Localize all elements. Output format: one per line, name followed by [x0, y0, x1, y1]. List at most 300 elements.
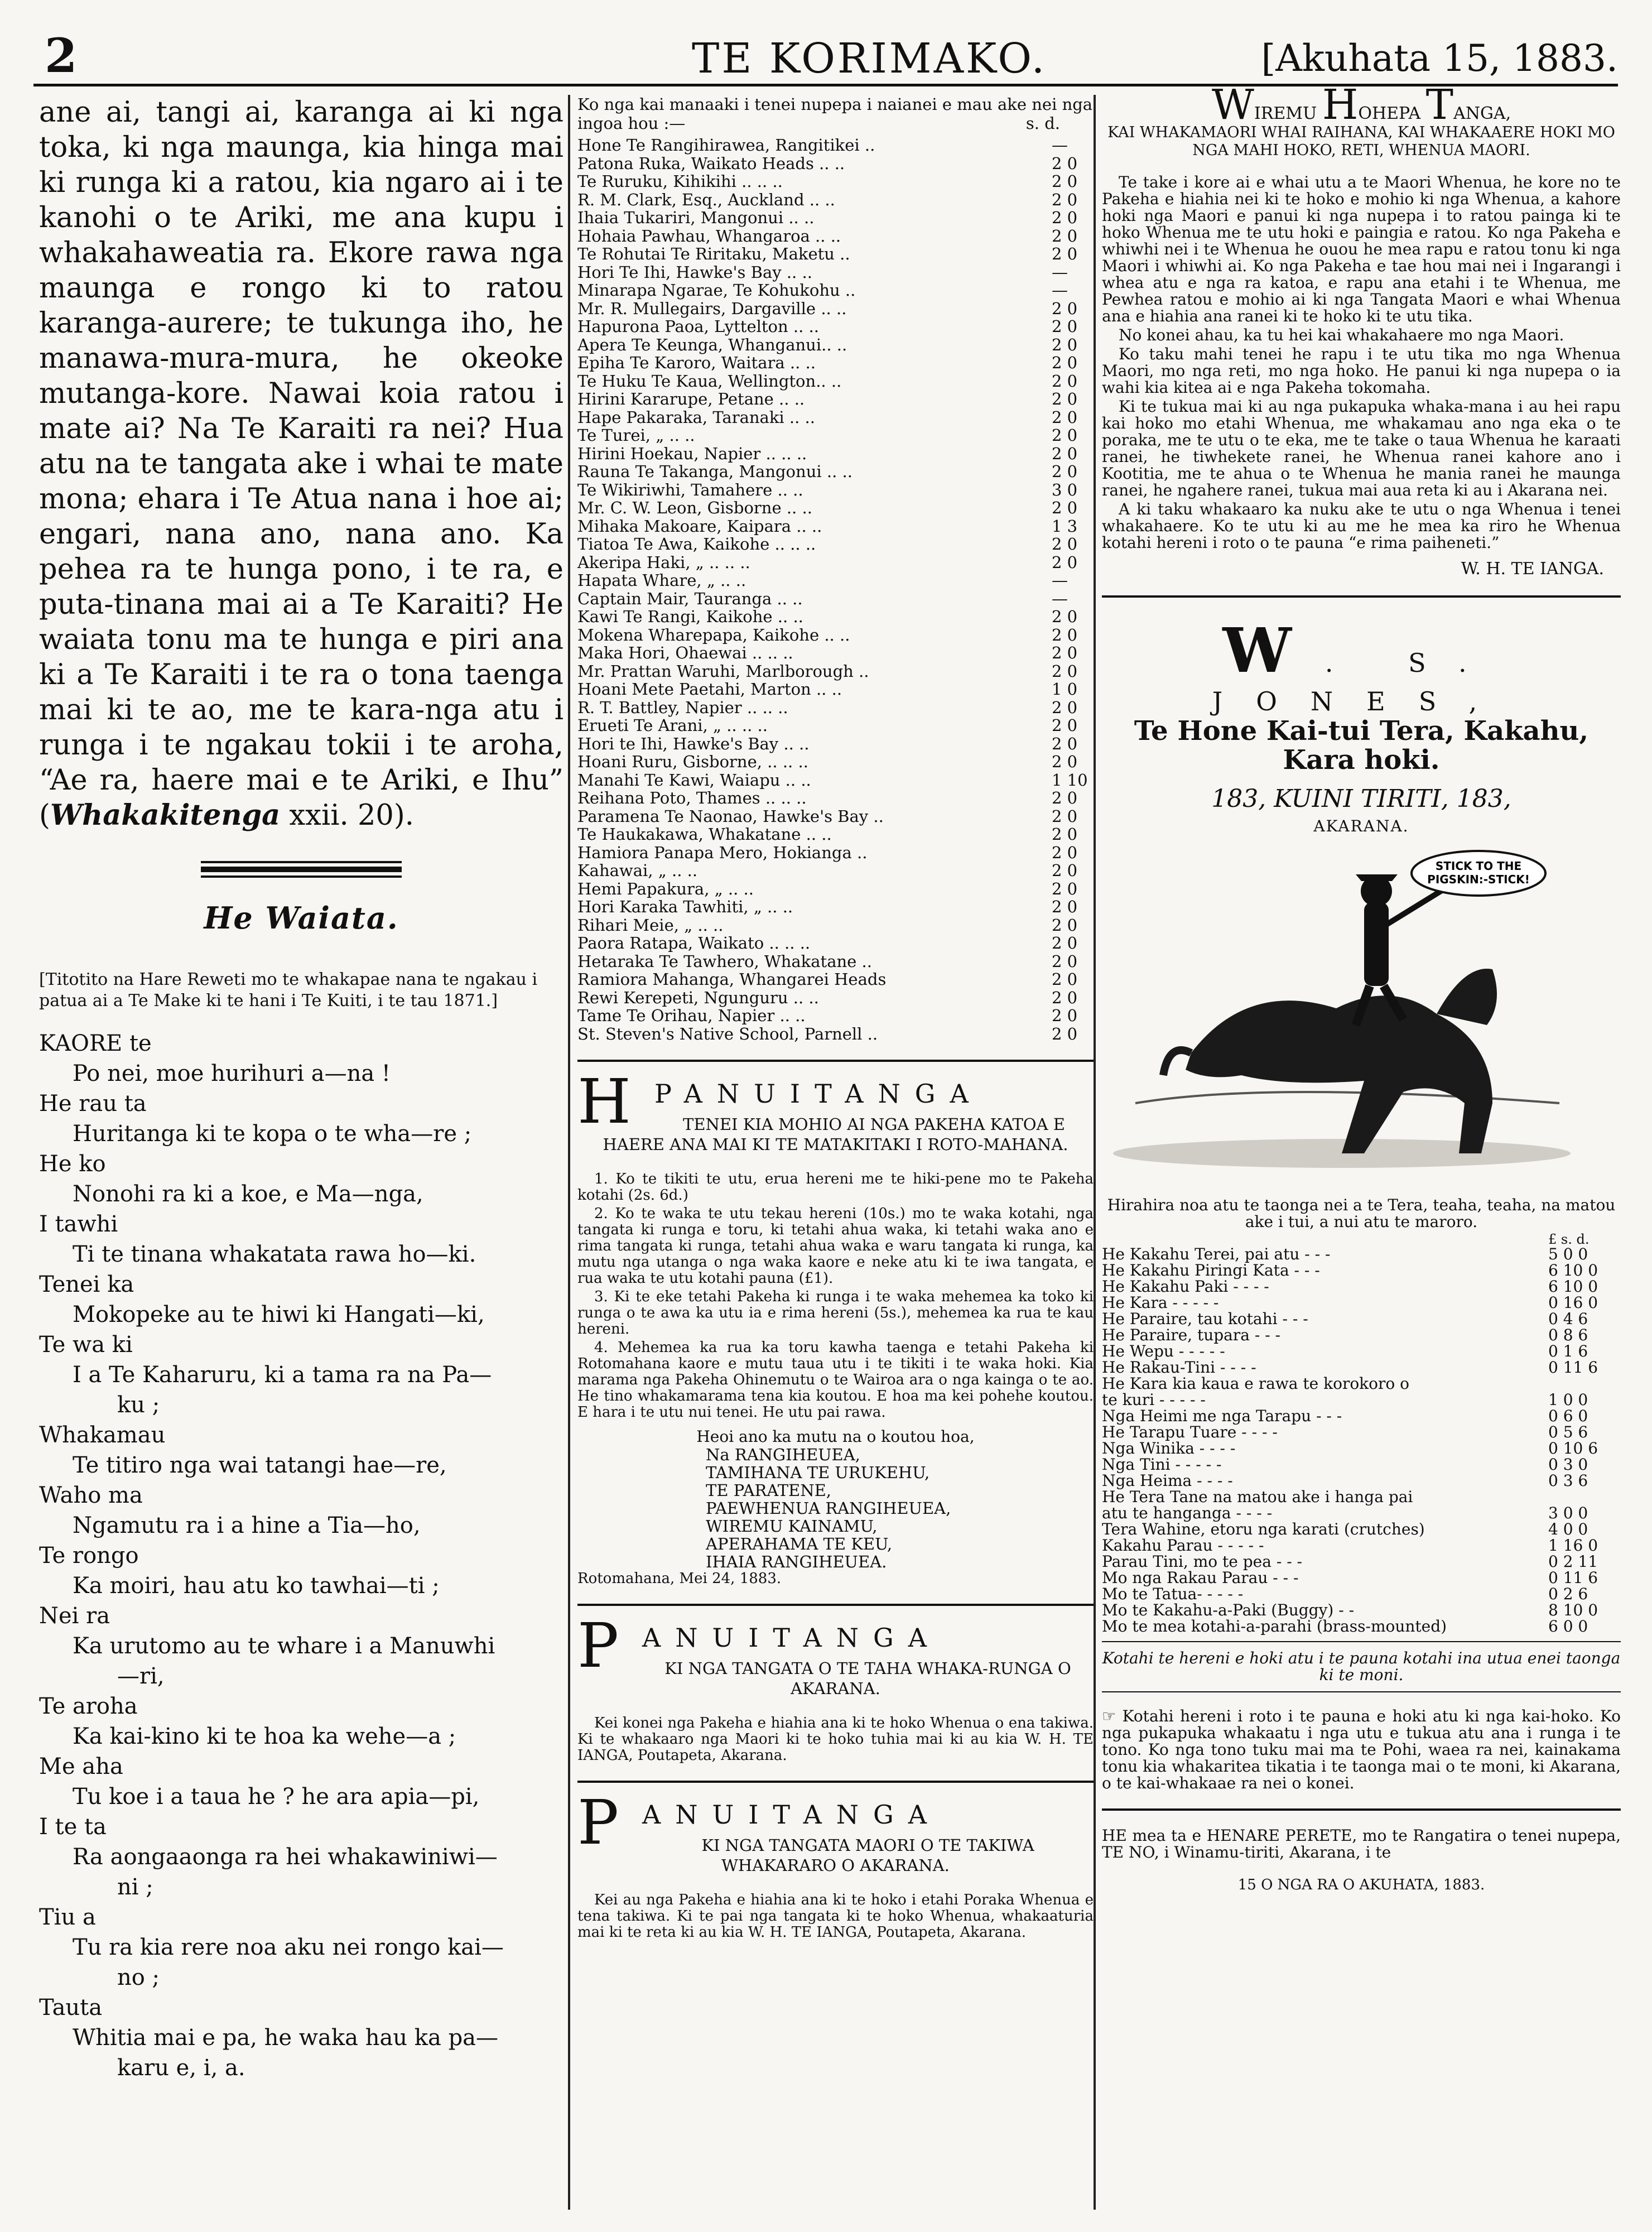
poem-line: ni ;: [117, 1874, 153, 1900]
subscriber-amount: 2 0: [1052, 934, 1078, 953]
price-row: [1102, 1602, 1621, 1618]
subscriber-name: Epiha Te Karoro, Waitara .. ..: [577, 353, 816, 372]
subscriber-name: Akeripa Haki, „ .. .. ..: [577, 552, 750, 572]
subscriber-amount: 2 0: [1052, 643, 1078, 662]
subscriber-name: Hemi Papakura, „ .. ..: [577, 879, 754, 898]
subscriber-row: [577, 172, 1094, 191]
subscriber-amount: —: [1052, 262, 1068, 282]
poem-line: Nei ra: [39, 1603, 110, 1629]
poem-title: He Waiata.: [204, 900, 399, 936]
poem-line: Ka kai-kino ki te hoa ka wehe—a ;: [73, 1724, 456, 1749]
poem-body: [39, 1028, 563, 2083]
drop-cap: H: [577, 1066, 646, 1137]
subscriber-row: [577, 227, 1094, 246]
poem-line: He rau ta: [39, 1091, 147, 1117]
price-value: 0 2 6: [1548, 1585, 1588, 1603]
notice-akarana-south: [577, 1787, 1094, 1941]
subscriber-name: Minarapa Ngarae, Te Kohukohu ..: [577, 281, 856, 300]
subscriber-amount: 2 0: [1052, 970, 1078, 989]
scripture-reference: Whakakitenga: [50, 798, 281, 832]
subscriber-amount: 2 0: [1052, 915, 1078, 935]
bucking-horse-illustration: [1102, 841, 1582, 1187]
subscriber-row: [577, 898, 1094, 916]
price-row: [1102, 1262, 1621, 1278]
subscriber-name: Ihaia Tukariri, Mangonui .. ..: [577, 208, 815, 227]
price-item: Parau Tini, mo te pea - - -: [1102, 1552, 1303, 1571]
price-row: [1102, 1537, 1621, 1553]
divider: [1102, 1808, 1621, 1811]
subscriber-name: Rewi Kerepeti, Ngunguru .. ..: [577, 988, 819, 1007]
subscriber-row: [577, 862, 1094, 880]
subscriber-amount: 2 0: [1052, 661, 1078, 681]
subscriber-name: Paora Ratapa, Waikato .. .. ..: [577, 934, 811, 953]
subscriber-row: [577, 426, 1094, 445]
signatory: IHAIA RANGIHEUEA.: [706, 1552, 887, 1571]
price-row: [1102, 1295, 1621, 1311]
poem-line: I te ta: [39, 1814, 107, 1840]
poem-line: Tauta: [39, 1995, 103, 2021]
poem-line: Po nei, moe hurihuri a—na !: [73, 1061, 391, 1086]
poem-line: Te rongo: [39, 1543, 139, 1569]
subscriber-name: Hoani Ruru, Gisborne, .. .. ..: [577, 752, 808, 771]
drop-cap: P: [577, 1787, 634, 1858]
column-divider: [1094, 95, 1096, 2210]
price-row: [1102, 1456, 1621, 1473]
poem-line: Ka moiri, hau atu ko tawhai—ti ;: [73, 1573, 440, 1599]
notice-paragraph: 4. Mehemea ka rua ka toru kawha taenga e tetahi Pakeha ki Rotomahana kaore e mutu taua utu i te tikiti i te waka hoki. Kia marama nga Pakeha Ohinemutu o te Wairoa ara o nga kainga o te ao. He tino whakamarama tena kia koutou. E hoa ma kei pohehe koutou. E hara i te utu nui tenei. He utu pai rawa.: [577, 1339, 1094, 1421]
subscriber-name: Te Haukakawa, Whakatane .. ..: [577, 825, 832, 844]
subscriber-name: Patona Ruka, Waikato Heads .. ..: [577, 153, 845, 173]
poem-line: Te titiro nga wai tatangi hae—re,: [73, 1452, 447, 1478]
subscriber-row: [577, 880, 1094, 898]
price-row: [1102, 1440, 1621, 1456]
notice-akarana-north: [577, 1610, 1094, 1764]
subscriber-row: [577, 300, 1094, 318]
price-item: He Kara kia kaua e rawa te korokoro o: [1102, 1374, 1410, 1393]
subscriber-amount: 2 0: [1052, 988, 1078, 1007]
poem-line: Nonohi ra ki a koe, e Ma—nga,: [73, 1181, 423, 1207]
price-row: [1102, 1586, 1621, 1602]
subscriber-amount: 2 0: [1052, 535, 1078, 554]
poem-line: Whakamau: [39, 1422, 166, 1448]
poem-line: ku ;: [117, 1392, 160, 1418]
subscriber-amount: 2 0: [1052, 698, 1078, 717]
subscriber-amount: 2 0: [1052, 788, 1078, 807]
agent-ad-paragraph: Te take i kore ai e whai utu a te Maori Whenua, he kore no te Pakeha e hiahia nei ki te hoko e mohio ki nga Whenua, a kahore hoki nga Maori e panui ki nga nupepa i to ratou painga ki te hoko Whenua me te utu hoki e paingia e ratou. Ko nga Pakeha e whiwhi nei i te Whenua he ouou he mea rapu e ratou tonu ki nga Maori i whiwhi ai. Ko nga Pakeha e tae hou mai nei i Ingarangi i whea atu e nga ra katoa, e rapu ana etahi i te Whenua, me Pewhea ratou e mohio ai ki nga Tangata Maori e whai Whenua ana e hiahia ana ranei ki te hoko ki te utu tika.: [1102, 173, 1621, 325]
subscriber-amount: —: [1052, 589, 1068, 608]
drop-cap: P: [577, 1610, 634, 1681]
price-row: [1102, 1408, 1621, 1424]
price-value: 0 10 6: [1548, 1439, 1598, 1457]
poem-line: karu e, i, a.: [117, 2055, 245, 2081]
subscriber-name: Rihari Meie, „ .. ..: [577, 915, 724, 935]
subscriber-row: [577, 499, 1094, 517]
price-item: He Paraire, tau kotahi - - -: [1102, 1310, 1308, 1328]
subscriber-name: Apera Te Keunga, Whanganui.. ..: [577, 335, 847, 354]
page-number: 2: [45, 28, 78, 83]
divider: [577, 1604, 1094, 1606]
divider: [1102, 595, 1621, 598]
subscriber-amount: 2 0: [1052, 190, 1078, 209]
subscriber-name: Hape Pakaraka, Taranaki .. ..: [577, 407, 815, 427]
subscriber-name: Captain Mair, Tauranga .. ..: [577, 589, 803, 608]
subscriber-amount: 2 0: [1052, 444, 1078, 463]
subscriber-amount: 2 0: [1052, 498, 1078, 517]
divider: [577, 1781, 1094, 1783]
column-divider: [568, 95, 570, 2210]
agent-ad-paragraph: Ki te tukua mai ki au nga pukapuka whaka-mana i au hei rapu kai hoko mo etahi Whenua, me whakamau ano nga eka o te poraka, me te utu o te eka, me te take o taua Whenua he karaati ranei, he tiwhekete ranei, he Whenua ranei kahore ano i Kootitia, me te ahua o te Whenua he mania ranei he maunga ranei, he ngahere ranei, tukua mai aua reta ki au i Akarana nei.: [1102, 397, 1621, 499]
saddler-ad-heading: W. S. JONES, Te Hone Kai-tui Tera, Kakahu, Kara hoki. 183, KUINI TIRITI, 183, AKARANA.: [1134, 614, 1589, 835]
subscriber-name: Manahi Te Kawi, Waiapu .. ..: [577, 770, 811, 790]
subscriber-name: St. Steven's Native School, Parnell ..: [577, 1024, 878, 1043]
notice-subheading: KI NGA TANGATA MAORI O TE TAKIWA WHAKARARO O AKARANA.: [701, 1836, 1034, 1875]
signatory: Na RANGIHEUEA,: [706, 1445, 860, 1464]
subscriber-row: [577, 136, 1094, 155]
price-row: [1102, 1246, 1621, 1262]
notice-paragraph: 2. Ko te waka te utu tekau hereni (10s.) mo te waka kotahi, nga tangata ki runga e toru, ki tetahi ahua waka, ki tetahi waka ano e rima tangata ki runga, tetahi ahua waka e waru tangata ki runga, ka mutu nga utanga o nga waka kaore e neke atu ki te iwa tangata, e rua waka te utu kotahi pauna (£1).: [577, 1205, 1094, 1287]
poem-line: Mokopeke au te hiwi ki Hangati—ki,: [73, 1302, 485, 1327]
divider: [577, 1060, 1094, 1062]
subscriber-name: Hone Te Rangihirawea, Rangitikei ..: [577, 136, 875, 155]
subscriber-name: Mihaka Makoare, Kaipara .. ..: [577, 516, 822, 536]
article-text: ane ai, tangi ai, karanga ai ki nga toka, ki nga maunga, kia hinga mai ki runga ki a ratou, kia ngaro ai i te kanohi o te Ariki, me ana kupu i whakahaweatia ra. Ekore rawa nga maunga e rongo ki to ratou karanga-aurere; te tukunga iho, he manawa-mura-mura, he okeoke mutanga-kore. Nawai koia ratou i mate ai? Na Te Karaiti ra nei? Hua atu na te tangata ake i whai te mate mona; ehara i Te Atua nana i hoe ai; engari, nana ano, nana ano. Ka pehea ra te hunga pono, i te ra, e puta-tinana mai ai a Te Karaiti? He waiata tonu ma te hunga e piri ana ki a Te Karaiti i te ra o tona taenga mai ki te ao, me te kara-nga atu i runga i te ngakau tokii i te aroha, “Ae ra, haere mai e te Ariki, e Ihu” (: [39, 96, 563, 832]
price-value: 6 10 0: [1548, 1277, 1598, 1296]
newspaper-title: TE KORIMAKO.: [692, 35, 1047, 83]
divider: [1102, 1691, 1621, 1692]
subscriber-amount: 2 0: [1052, 317, 1078, 336]
subscriber-row: [577, 209, 1094, 227]
subscriber-name: Kahawai, „ .. ..: [577, 861, 698, 880]
divider: [1102, 1641, 1621, 1642]
poem-line: Ra aongaaonga ra hei whakawiniwi—: [73, 1844, 498, 1870]
subscriber-name: Hapata Whare, „ .. ..: [577, 571, 746, 590]
subscriber-row: [577, 336, 1094, 354]
subscriber-name: Hori Te Ihi, Hawke's Bay .. ..: [577, 262, 812, 282]
subscriber-amount: 1 0: [1052, 680, 1078, 699]
poem-line: Tu koe i a taua he ? he ara apia—pi,: [73, 1784, 480, 1810]
price-item: He Rakau-Tini - - - -: [1102, 1358, 1256, 1377]
price-value: 0 4 6: [1548, 1310, 1588, 1328]
subscriber-name: Te Turei, „ .. ..: [577, 426, 695, 445]
subscriber-row: [577, 281, 1094, 300]
subscriber-amount: 3 0: [1052, 480, 1078, 499]
poem-line: He ko: [39, 1151, 106, 1177]
price-item: Mo te mea kotahi-a-parahi (brass-mounted): [1102, 1617, 1447, 1635]
price-value: 1 16 0: [1548, 1536, 1598, 1555]
subscriber-name: Hamiora Panapa Mero, Hokianga ..: [577, 843, 868, 862]
price-value: 3 0 0: [1548, 1504, 1588, 1522]
signatory: TE PARATENE,: [706, 1481, 831, 1500]
subscriber-amount: 1 3: [1052, 516, 1078, 536]
subscriber-name: Mokena Wharepapa, Kaikohe .. ..: [577, 625, 850, 644]
subscriber-amount: 2 0: [1052, 335, 1078, 354]
notice-date: Rotomahana, Mei 24, 1883.: [577, 1570, 782, 1587]
subscriber-amount: 2 0: [1052, 1006, 1078, 1025]
price-item: Nga Heimi me nga Tarapu - - -: [1102, 1407, 1342, 1425]
subscriber-row: [577, 970, 1094, 989]
subscriber-amount: 2 0: [1052, 1024, 1078, 1043]
subscriber-row: [577, 245, 1094, 263]
subscriber-amount: 2 0: [1052, 353, 1078, 372]
price-row: [1102, 1424, 1621, 1440]
price-list: [1102, 1246, 1621, 1634]
discount-note: Kotahi te hereni e hoki atu i te pauna kotahi ina utua enei taonga ki te moni.: [1102, 1649, 1621, 1684]
subscriber-name: Hetaraka Te Tawhero, Whakatane ..: [577, 951, 872, 971]
subscriber-name: Reihana Poto, Thames .. .. ..: [577, 788, 807, 807]
subscriber-row: [577, 590, 1094, 608]
subscriber-row: [577, 608, 1094, 626]
price-item: Kakahu Parau - - - - -: [1102, 1536, 1264, 1555]
price-value: 0 2 11: [1548, 1552, 1598, 1571]
subscriber-name: Mr. R. Mullegairs, Dargaville .. ..: [577, 299, 847, 318]
notice-text: Kei konei nga Pakeha e hiahia ana ki te hoko Whenua o ena takiwa. Ki te whakaaro nga Maori ki te hoko tuhia mai ki au kia W. H. TE IANGA, Poutapeta, Akarana.: [577, 1715, 1094, 1764]
price-item: Nga Heima - - - -: [1102, 1471, 1233, 1490]
subscriber-name: Kawi Te Rangi, Kaikohe .. ..: [577, 607, 803, 626]
poem-line: Tu ra kia rere noa aku nei rongo kai—: [73, 1935, 504, 1960]
subscriber-row: [577, 263, 1094, 282]
price-row: [1102, 1311, 1621, 1327]
poem-line: Ngamutu ra i a hine a Tia—ho,: [73, 1513, 421, 1538]
subscriber-amount: 1 10: [1052, 770, 1088, 790]
poem-line: I tawhi: [39, 1211, 118, 1237]
subscriber-row: [577, 716, 1094, 735]
subscriber-row: [577, 626, 1094, 644]
price-row: [1102, 1392, 1621, 1408]
subscriber-row: [577, 916, 1094, 935]
price-row: [1102, 1618, 1621, 1634]
agent-ad-paragraph: A ki taku whakaaro ka nuku ake te utu o nga Whenua i tenei whakahaere. Ko te utu ki au me he mea ka riro he Whenua kotahi hereni i roto o te pauna “e rima paiheneti.”: [1102, 500, 1621, 552]
subscriber-amount: 2 0: [1052, 552, 1078, 572]
subscriber-name: Hapurona Paoa, Lyttelton .. ..: [577, 317, 819, 336]
price-value: 0 11 6: [1548, 1358, 1598, 1377]
section-ornament: [201, 861, 402, 878]
subscribers-heading: [577, 95, 1094, 133]
subscriber-row: [577, 554, 1094, 572]
price-value: 0 16 0: [1548, 1293, 1598, 1312]
price-value: 0 8 6: [1548, 1326, 1588, 1344]
price-row: [1102, 1359, 1621, 1375]
price-row: [1102, 1375, 1621, 1392]
subscriber-name: Tiatoa Te Awa, Kaikohe .. .. ..: [577, 535, 816, 554]
sign-text: PIGSKIN:-STICK!: [1427, 873, 1530, 886]
price-row: [1102, 1343, 1621, 1359]
subscriber-row: [577, 354, 1094, 372]
subscriber-row: [577, 644, 1094, 662]
price-item: te kuri - - - - -: [1102, 1391, 1206, 1409]
subscriber-amount: 2 0: [1052, 389, 1078, 408]
subscriber-name: Ramiora Mahanga, Whangarei Heads: [577, 970, 887, 989]
poem-line: Ti te tinana whakatata rawa ho—ki.: [73, 1242, 476, 1267]
subscriber-row: [577, 989, 1094, 1007]
subscriber-row: [577, 463, 1094, 481]
subscriber-name: Paramena Te Naonao, Hawke's Bay ..: [577, 806, 884, 826]
subscriber-amount: 2 0: [1052, 172, 1078, 191]
price-value: 0 1 6: [1548, 1342, 1588, 1360]
poem-line: Waho ma: [39, 1483, 143, 1508]
price-value: 0 11 6: [1548, 1569, 1598, 1587]
subscriber-name: R. M. Clark, Esq., Auckland .. ..: [577, 190, 835, 209]
subscriber-row: [577, 680, 1094, 699]
price-item: Nga Tini - - - - -: [1102, 1455, 1222, 1474]
agent-ad-paragraph: No konei ahau, ka tu hei kai whakahaere mo nga Maori.: [1119, 326, 1564, 344]
poem-line: Huritanga ki te kopa o te wha—re ;: [73, 1121, 472, 1147]
column-3: [1102, 81, 1621, 1893]
subscriber-amount: 2 0: [1052, 825, 1078, 844]
subscriber-row: [577, 699, 1094, 717]
price-item: He Wepu - - - - -: [1102, 1342, 1225, 1360]
subscriber-row: [577, 1007, 1094, 1025]
price-item: He Paraire, tupara - - -: [1102, 1326, 1281, 1344]
subscriber-name: Erueti Te Arani, „ .. .. ..: [577, 716, 768, 735]
subscriber-amount: 2 0: [1052, 752, 1078, 771]
signatory: PAEWHENUA RANGIHEUEA,: [706, 1499, 951, 1518]
price-value: 4 0 0: [1548, 1520, 1588, 1538]
notice-subheading-initial: T: [683, 1115, 694, 1134]
subscriber-amount: 2 0: [1052, 299, 1078, 318]
subscriber-row: [577, 735, 1094, 753]
notice-paragraph: 1. Ko te tikiti te utu, erua hereni me te hiki-pene mo te Pakeha kotahi (2s. 6d.): [577, 1171, 1094, 1204]
subscriber-row: [577, 191, 1094, 209]
subscriber-amount: 2 0: [1052, 879, 1078, 898]
subscriber-amount: 2 0: [1052, 153, 1078, 173]
subscriber-amount: 2 0: [1052, 607, 1078, 626]
price-item: Mo te Tatua- - - - -: [1102, 1585, 1244, 1603]
subscriber-name: Hirini Kararupe, Petane .. ..: [577, 389, 805, 408]
notice-subheading: KI NGA TANGATA O TE TAHA WHAKA-RUNGA O AKARANA.: [664, 1659, 1071, 1698]
notice-heading: ANUITANGA: [642, 1623, 942, 1653]
price-value: 0 6 0: [1548, 1407, 1588, 1425]
column-1: [39, 95, 563, 2083]
price-value: 0 3 0: [1548, 1455, 1588, 1474]
subscriber-name: Hori te Ihi, Hawke's Bay .. ..: [577, 734, 810, 753]
subscriber-amount: 2 0: [1052, 244, 1078, 263]
subscriber-row: [577, 517, 1094, 536]
agent-signature: W. H. TE IANGA.: [1461, 559, 1604, 579]
subscriber-row: [577, 953, 1094, 971]
price-column-header: £ s. d.: [1548, 1232, 1590, 1247]
price-row: [1102, 1521, 1621, 1537]
price-item: Mo te Kakahu-a-Paki (Buggy) - -: [1102, 1601, 1355, 1619]
price-row: [1102, 1278, 1621, 1295]
poem-line: —ri,: [117, 1663, 165, 1689]
subscriber-amount: 2 0: [1052, 716, 1078, 735]
subscriber-row: [577, 662, 1094, 681]
agent-ad-body: [1102, 174, 1621, 551]
notice-rotomahana: [577, 1066, 1094, 1587]
poem-line: Ka urutomo au te whare i a Manuwhi: [73, 1633, 495, 1659]
price-item: Nga Winika - - - -: [1102, 1439, 1236, 1457]
subscribers-heading-text: Ko nga kai manaaki i tenei nupepa i naianei e mau ake nei nga ingoa hou :—: [577, 95, 1093, 133]
ordering-note: ☞ Kotahi hereni i roto i te pauna e hoki atu ki nga kai-hoko. Ko nga pukapuka whakaatu i nga utu e tukua atu ana i runga i te tono. Ko nga tono tuku mai ma te Pohi, waea ra nei, kainakama tonu kia whakaritea tikatia i te taonga mai o te moni, ki Akarana, o te kai-whakaae ra nei o konei.: [1102, 1707, 1621, 1792]
subscriber-amount: 2 0: [1052, 843, 1078, 862]
notice-text: Kei au nga Pakeha e hiahia ana ki te hoko i etahi Poraka Whenua e tena takiwa. Ki te pai nga tangata ki te hoko Whenua, whakaaturia mai ki te reta ki au kia W. H. TE IANGA, Poutapeta, Akarana.: [577, 1892, 1094, 1941]
printer-imprint: HE mea ta e HENARE PERETE, mo te Rangatira o tenei nupepa, TE NO, i Winamu-tiriti, Akarana, i te: [1102, 1826, 1621, 1861]
price-value: 8 10 0: [1548, 1601, 1598, 1619]
poem-line: no ;: [117, 1965, 160, 1990]
price-row: [1102, 1327, 1621, 1343]
subscriber-row: [577, 807, 1094, 826]
subscriber-row: [577, 753, 1094, 771]
agent-ad-paragraph: Ko taku mahi tenei he rapu i te utu tika mo nga Whenua Maori, mo nga reti, mo nga hoko. He panui ki nga nupepa o ia wahi kia kitea ai e nga Pakeha tokomaha.: [1102, 345, 1621, 397]
notice-subheading: ENEI KIA MOHIO AI NGA PAKEHA KATOA E HAERE ANA MAI KI TE MATAKITAKI I ROTO-MAHANA.: [603, 1115, 1068, 1154]
subscriber-row: [577, 481, 1094, 499]
subscriber-row: [577, 571, 1094, 590]
currency-header: s. d.: [1025, 114, 1060, 133]
subscriber-name: Te Ruruku, Kihikihi .. .. ..: [577, 172, 783, 191]
subscriber-row: [577, 445, 1094, 463]
subscriber-row: [577, 535, 1094, 554]
price-item: He Kakahu Terei, pai atu - - -: [1102, 1245, 1331, 1263]
price-row: [1102, 1505, 1621, 1521]
price-value: 5 0 0: [1548, 1245, 1588, 1263]
signatory: WIREMU KAINAMU,: [706, 1517, 878, 1536]
price-item: He Kakahu Paki - - - -: [1102, 1277, 1269, 1296]
poem-line: Whitia mai e pa, he waka hau ka pa—: [73, 2025, 499, 2051]
notice-closing: Heoi ano ka mutu na o koutou hoa,: [696, 1427, 975, 1446]
price-item: He Kara - - - - -: [1102, 1293, 1219, 1312]
subscriber-name: Hohaia Pawhau, Whangaroa .. ..: [577, 226, 841, 246]
subscriber-name: Rauna Te Takanga, Mangonui .. ..: [577, 462, 853, 481]
signatory: TAMIHANA TE URUKEHU,: [706, 1463, 930, 1482]
notice-paragraphs: [577, 1171, 1094, 1421]
issue-date: [Akuhata 15, 1883.: [1261, 37, 1618, 80]
poem-line: Me aha: [39, 1754, 123, 1779]
notice-paragraph: 3. Ki te eke tetahi Pakeha ki runga i te waka mehemea ka toko ki runga o te awa ka utu ia e rima hereni (5s.), mehemea ka rua te kau hereni.: [577, 1288, 1094, 1338]
subscriber-name: Mr. Prattan Waruhi, Marlborough ..: [577, 661, 869, 681]
poem-line: I a Te Kaharuru, ki a tama ra na Pa—: [73, 1362, 492, 1388]
subscriber-row: [577, 390, 1094, 408]
poem-line: Tiu a: [39, 1904, 96, 1930]
price-item: He Tarapu Tuare - - - -: [1102, 1423, 1278, 1441]
price-item: Tera Wahine, etoru nga karati (crutches): [1102, 1520, 1425, 1538]
subscriber-name: Hoani Mete Paetahi, Marton .. ..: [577, 680, 842, 699]
subscriber-amount: 2 0: [1052, 951, 1078, 971]
subscriber-amount: 2 0: [1052, 734, 1078, 753]
price-list-intro: Hirahira noa atu te taonga nei a te Tera, teaha, teaha, na matou ake i tui, a nui atu te maroro.: [1107, 1196, 1616, 1231]
imprint-date: 15 O NGA RA O AKUHATA, 1883.: [1237, 1877, 1485, 1893]
subscriber-amount: —: [1052, 571, 1068, 590]
subscriber-name: Te Wikiriwhi, Tamahere .. ..: [577, 480, 803, 499]
article-end: xxii. 20).: [280, 799, 414, 832]
signatory: APERAHAMA TE KEU,: [706, 1535, 893, 1553]
subscriber-name: Hori Karaka Tawhiti, „ .. ..: [577, 897, 793, 916]
subscriber-amount: 2 0: [1052, 407, 1078, 427]
subscriber-name: Tame Te Orihau, Napier .. ..: [577, 1006, 806, 1025]
subscriber-row: [577, 1025, 1094, 1043]
subscriber-name: R. T. Battley, Napier .. .. ..: [577, 698, 788, 717]
price-value: 1 0 0: [1548, 1391, 1588, 1409]
subscriber-amount: —: [1052, 281, 1068, 300]
notice-heading: ANUITANGA: [642, 1800, 942, 1830]
pointing-hand-icon: ☞: [1102, 1707, 1116, 1725]
price-item: atu te hanganga - - - -: [1102, 1504, 1273, 1522]
subscriber-name: Hirini Hoekau, Napier .. .. ..: [577, 444, 807, 463]
subscriber-amount: 2 0: [1052, 426, 1078, 445]
subscriber-row: [577, 844, 1094, 862]
subscriber-amount: 2 0: [1052, 226, 1078, 246]
subscriber-amount: 2 0: [1052, 806, 1078, 826]
poem-line: Tenei ka: [39, 1272, 134, 1297]
price-row: [1102, 1473, 1621, 1489]
subscribers-list: [577, 136, 1094, 1043]
article-continuation: [39, 95, 563, 833]
subscriber-name: Mr. C. W. Leon, Gisborne .. ..: [577, 498, 812, 517]
subscriber-row: [577, 789, 1094, 807]
subscriber-row: [577, 771, 1094, 790]
price-item: Mo nga Rakau Parau - - -: [1102, 1569, 1299, 1587]
subscriber-amount: 2 0: [1052, 208, 1078, 227]
poem-line: Te wa ki: [39, 1332, 133, 1358]
